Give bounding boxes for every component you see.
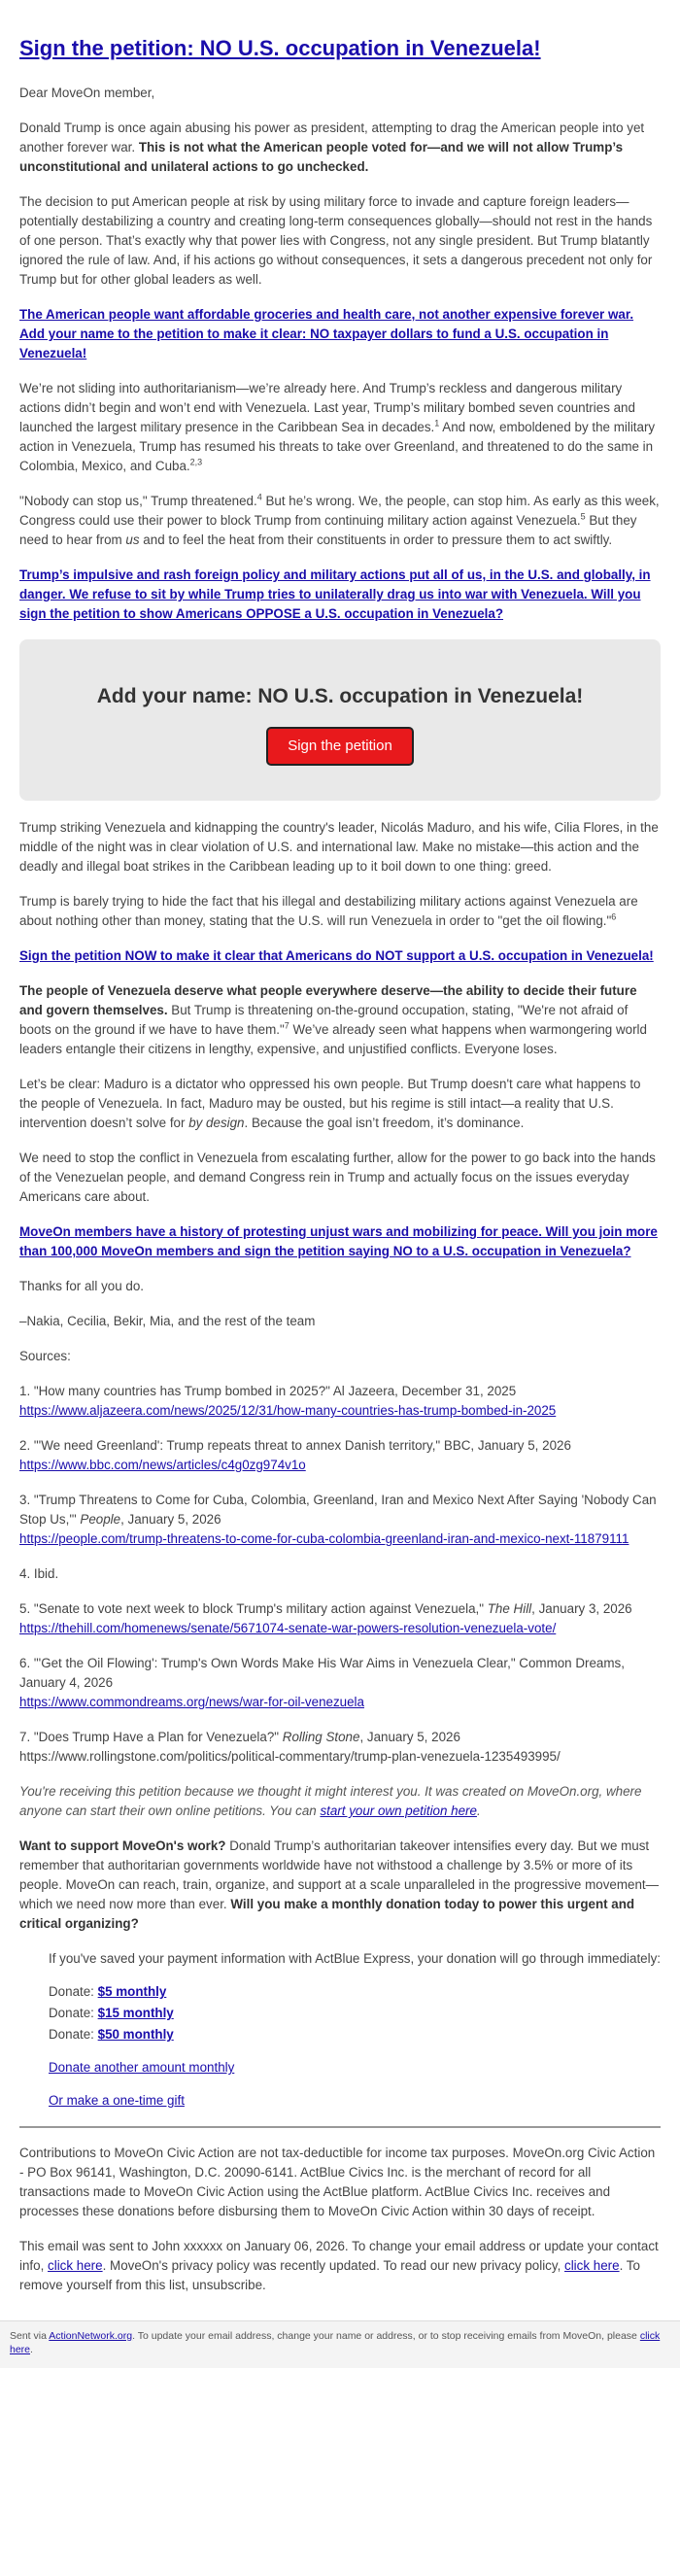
donate-section	[49, 1949, 661, 2111]
paragraph-maduro	[19, 1075, 661, 1133]
donate-other-amount-link[interactable]: Donate another amount monthly	[49, 2060, 235, 2075]
sent-b: . MoveOn's privacy policy was recently updated. To read our new privacy policy,	[102, 2258, 565, 2273]
source-item	[19, 1564, 661, 1584]
paragraph-nobody	[19, 492, 661, 550]
sources-list	[19, 1382, 661, 1767]
footnote-ref: 6	[611, 911, 617, 922]
greeting: Dear MoveOn member,	[19, 86, 155, 100]
source-item	[19, 1728, 661, 1767]
petition-link-2-wrap	[19, 566, 661, 624]
petition-link-3[interactable]: Sign the petition NOW to make it clear that Americans do NOT support a U.S. occupation in Venezuela!	[19, 948, 654, 963]
paragraph-kidnapping: Trump striking Venezuela and kidnapping the country's leader, Nicolás Maduro, and his wife, Cilia Flores, in the middle of the night was in clear violation of U.S. and international law. Make no mistake—this action and the deadly and illegal boat strikes in the Caribbean leading up to it boil down to one thing: greed.	[19, 820, 659, 874]
petition-link-1-wrap	[19, 305, 661, 363]
sign-petition-button[interactable]: Sign the petition	[266, 727, 414, 766]
sent-notice	[19, 2237, 661, 2295]
unsubscribe-link[interactable]: click here	[10, 2330, 661, 2355]
source-text: 3. "Trump Threatens to Come for Cuba, Colombia, Greenland, Iran and Mexico Next After Saying 'Nobody Can Stop Us,'"	[19, 1493, 657, 1527]
source-item	[19, 1382, 661, 1421]
receiving-a: You're receiving this petition because we thought it might interest you. It was created on MoveOn.org, where anyone can start their own online petitions. You can	[19, 1784, 642, 1818]
donate-intro: If you've saved your payment information with ActBlue Express, your donation will go through immediately:	[49, 1951, 662, 1966]
source-text: 1. "How many countries has Trump bombed in 2025?" Al Jazeera, December 31, 2025	[19, 1384, 517, 1398]
intro-text: Donald Trump is once again abusing his power as president, attempting to drag the American people into yet another forever war.	[19, 120, 645, 155]
paragraph-power: The decision to put American people at risk by using military force to invade and capture foreign leaders—potentially destabilizing a country and creating long-term consequences globally—should not rest in the hands of one person. That’s exactly why that power lies with Congress, not any single president. But Trump blatantly ignored the rule of law. And, if his actions go without consequences, it sets a dangerous precedent not only for Trump but for other global leaders as well.	[19, 194, 653, 287]
donate-label: Donate:	[49, 2006, 98, 2020]
intro-bold: This is not what the American people voted for—and we will not allow Trump’s unconstitutional and unilateral actions to go unchecked.	[19, 140, 624, 174]
sent-a: This email was sent to John xxxxxx on January 06, 2026. To change your email address or update your contact info,	[19, 2239, 659, 2273]
sent-c: . To remove yourself from this list, unsubscribe.	[19, 2258, 640, 2292]
donate-15-monthly-link[interactable]: $15 monthly	[97, 2006, 174, 2020]
petition-link-2[interactable]: Trump’s impulsive and rash foreign policy and military actions put all of us, in the U.S. and globally, in danger. We refuse to sit by while Trump tries to unilaterally drag us into war with Venezuela. Will you sign the petition to show Americans OPPOSE a U.S. occupation in Venezuela?	[19, 567, 651, 621]
cta-title: Add your name: NO U.S. occupation in Venezuela!	[96, 685, 584, 707]
p6-a: Trump is barely trying to hide the fact that his illegal and destabilizing military actions against Venezuela are about nothing other than money, stating that the U.S. will run Venezuela in order to "get the oil flowing."	[19, 894, 638, 928]
footnote-ref: 4	[256, 492, 262, 502]
support-bold-2: Will you make a monthly donation today to power this urgent and critical organizing?	[19, 1897, 635, 1931]
source-publication: The Hill	[487, 1601, 532, 1616]
p4-c: But they need to hear from	[19, 513, 637, 547]
donate-other-wrap	[49, 2058, 661, 2078]
p4-us: us	[125, 532, 140, 547]
page-title	[19, 35, 661, 62]
paragraph-stop-conflict: We need to stop the conflict in Venezuela from escalating further, allow for the power to go back into the hands of the Venezuelan people, and demand Congress rein in Trump and actually focus on the issues everyday Americans care about.	[19, 1151, 656, 1204]
footer-c: .	[30, 2344, 33, 2355]
receiving-b: .	[476, 1803, 481, 1818]
p4-d: and to feel the heat from their constituents in order to pressure them to act swiftly.	[139, 532, 613, 547]
donate-once-wrap	[49, 2091, 661, 2111]
source-text: 4. Ibid.	[19, 1566, 59, 1581]
p4-a: "Nobody can stop us," Trump threatened.	[19, 494, 257, 508]
source-link[interactable]: https://www.aljazeera.com/news/2025/12/31/how-many-countries-has-trump-bombed-in-2025	[19, 1403, 557, 1418]
source-date: , January 5, 2026	[359, 1730, 460, 1744]
signoff: –Nakia, Cecilia, Bekir, Mia, and the rest of the team	[19, 1314, 316, 1328]
source-item	[19, 1599, 661, 1638]
receiving-note	[19, 1782, 661, 1821]
support-paragraph	[19, 1837, 661, 1934]
source-link[interactable]: https://thehill.com/homenews/senate/5671074-senate-war-powers-resolution-venezuela-vote/	[19, 1621, 557, 1635]
p8-italic: by design	[188, 1116, 245, 1130]
footnote-ref: 1	[434, 418, 440, 429]
footnote-ref: 5	[580, 511, 586, 522]
footer-a: Sent via	[10, 2330, 50, 2342]
source-text: 2. "'We need Greenland': Trump repeats threat to annex Danish territory," BBC, January 5, 2026	[19, 1438, 571, 1453]
start-petition-link[interactable]: start your own petition here	[320, 1803, 477, 1818]
source-text: 7. "Does Trump Have a Plan for Venezuela?"	[19, 1730, 283, 1744]
footnote-ref: 2,3	[189, 457, 203, 467]
source-publication: Rolling Stone	[282, 1730, 360, 1744]
donate-row	[49, 1982, 661, 2002]
source-link[interactable]: https://www.commondreams.org/news/war-for-oil-venezuela	[19, 1695, 364, 1709]
p8-a: Let’s be clear: Maduro is a dictator who oppressed his own people. But Trump doesn't care what happens to the people of Venezuela. In fact, Maduro may be ousted, but his regime is still intact—a reality that U.S. intervention doesn’t solve for	[19, 1077, 641, 1130]
source-text: 6. "'Get the Oil Flowing': Trump's Own Words Make His War Aims in Venezuela Clear," Common Dreams, January 4, 2026	[19, 1656, 625, 1690]
source-date: , January 5, 2026	[120, 1512, 221, 1527]
paragraph-authoritarianism	[19, 379, 661, 476]
donate-row	[49, 2025, 661, 2044]
petition-link-4-wrap	[19, 1222, 661, 1261]
source-link[interactable]: https://www.bbc.com/news/articles/c4g0zg974v1o	[19, 1458, 306, 1472]
thanks: Thanks for all you do.	[19, 1279, 145, 1293]
source-text: 5. "Senate to vote next week to block Trump's military action against Venezuela,"	[19, 1601, 488, 1616]
source-date: , January 3, 2026	[531, 1601, 632, 1616]
title-link[interactable]: Sign the petition: NO U.S. occupation in Venezuela!	[19, 36, 541, 60]
p8-b: . Because the goal isn’t freedom, it’s dominance.	[244, 1116, 525, 1130]
donate-label: Donate:	[49, 2027, 98, 2042]
update-contact-link[interactable]: click here	[48, 2258, 103, 2273]
donate-row	[49, 2004, 661, 2023]
source-publication: People	[80, 1512, 121, 1527]
divider	[19, 2126, 661, 2128]
petition-link-4[interactable]: MoveOn members have a history of protesting unjust wars and mobilizing for peace. Will you join more than 100,000 MoveOn members and sign the petition saying NO to a U.S. occupation in Venezuela?	[19, 1224, 658, 1258]
source-item	[19, 1654, 661, 1712]
paragraph-oil	[19, 892, 661, 931]
p4-b: But he’s wrong. We, the people, can stop him. As early as this week, Congress could use their power to block Trump from continuing military action against Venezuela.	[19, 494, 660, 528]
legal-text: Contributions to MoveOn Civic Action are not tax-deductible for income tax purposes. MoveOn.org Civic Action - PO Box 96141, Washington, D.C. 20090-6141. ActBlue Civics Inc. is the merchant of record for all transactions made to MoveOn Civic Action using the ActBlue platform. ActBlue Civics Inc. receives and processes these donations before disbursing them to MoveOn Civic Action within 30 days of receipt.	[19, 2146, 656, 2218]
petition-link-1[interactable]: The American people want affordable groceries and health care, not another expensive forever war. Add your name to the petition to make it clear: NO taxpayer dollars to fund a U.S. occupation in Venezuela!	[19, 307, 634, 361]
sources-label: Sources:	[19, 1349, 71, 1363]
source-item	[19, 1436, 661, 1475]
one-time-gift-link[interactable]: Or make a one-time gift	[49, 2093, 185, 2108]
p3-a: We’re not sliding into authoritarianism—we’re already here. And Trump’s reckless and dangerous military actions didn’t begin and won’t end with Venezuela. Last year, Trump’s military bombed seven countries and launched the largest military presence in the Caribbean Sea in decades.	[19, 381, 635, 434]
source-item	[19, 1491, 661, 1549]
footer-b: . To update your email address, change your name or address, or to stop receiving emails from MoveOn, please	[132, 2330, 640, 2342]
privacy-policy-link[interactable]: click here	[564, 2258, 620, 2273]
petition-link-3-wrap	[19, 946, 661, 966]
p7-a: But Trump is threatening on-the-ground occupation, stating, "We're not afraid of boots on the ground if we have to have them."	[19, 1003, 629, 1037]
source-url-text: https://www.rollingstone.com/politics/political-commentary/trump-plan-venezuela-1235493995/	[19, 1749, 561, 1764]
p7-bold: The people of Venezuela deserve what people everywhere deserve—the ability to decide their future and govern themselves.	[19, 983, 637, 1017]
actionnetwork-link[interactable]: ActionNetwork.org	[49, 2330, 133, 2342]
donate-50-monthly-link[interactable]: $50 monthly	[97, 2027, 174, 2042]
p7-b: We’ve already seen what happens when warmongering world leaders entangle their citizens in lengthy, expensive, and unjustified conflicts. Everyone loses.	[19, 1022, 647, 1056]
petition-cta-box	[19, 639, 661, 801]
paragraph-intro	[19, 119, 661, 177]
footnote-ref: 7	[284, 1020, 289, 1031]
support-bold-1: Want to support MoveOn's work?	[19, 1838, 226, 1853]
footer-bar	[0, 2320, 680, 2368]
support-text: Donald Trump’s authoritarian takeover intensifies every day. But we must remember that authoritarian governments worldwide have not withstood a challenge by 3.5% or more of its people. MoveOn can reach, train, organize, and support at a scale unparalleled in the progressive movement—which we need now more than ever.	[19, 1838, 660, 1911]
donate-5-monthly-link[interactable]: $5 monthly	[97, 1984, 167, 1999]
source-link[interactable]: https://people.com/trump-threatens-to-come-for-cuba-colombia-greenland-iran-and-mexico-next-11879111	[19, 1531, 629, 1546]
donate-label: Donate:	[49, 1984, 98, 1999]
paragraph-self-govern	[19, 981, 661, 1059]
p3-b: And now, emboldened by the military action in Venezuela, Trump has resumed his threats to take over Greenland, and threatened to do the same in Colombia, Mexico, and Cuba.	[19, 420, 656, 473]
